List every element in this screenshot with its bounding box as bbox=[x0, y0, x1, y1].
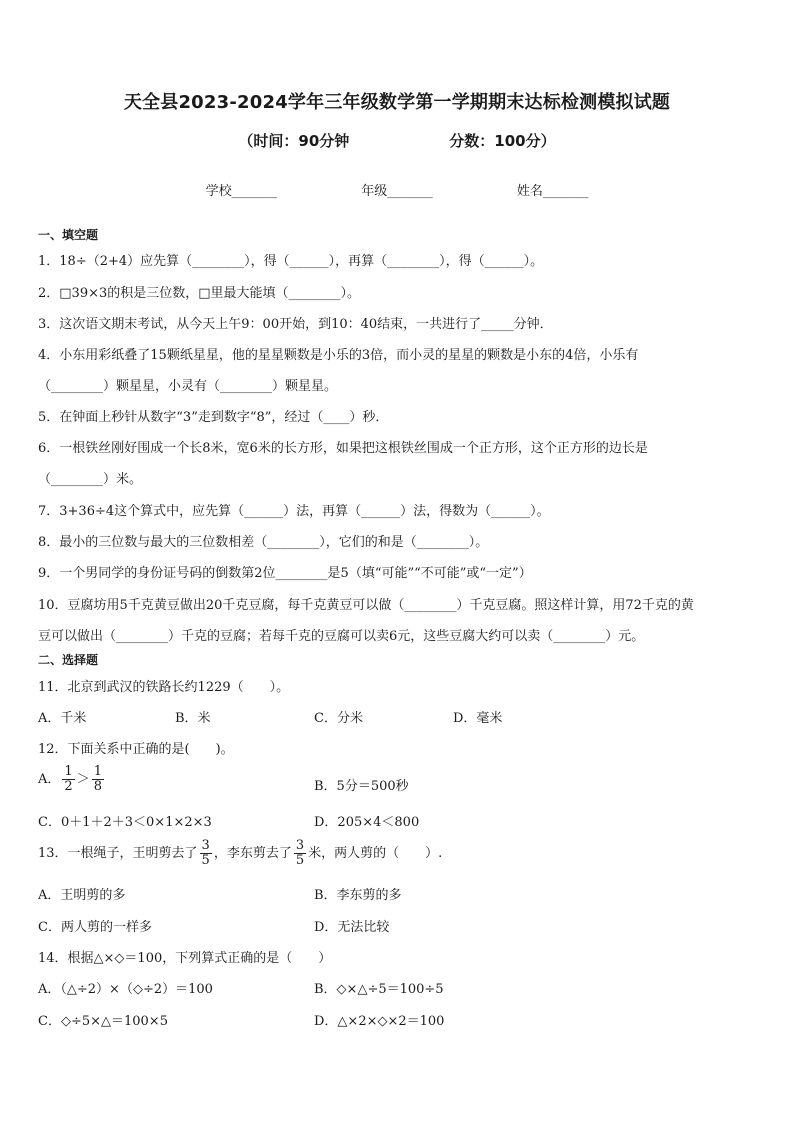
q11-option-a: A．千米 bbox=[38, 711, 87, 726]
question-4-line2: （________）颗星星，小灵有（________）颗星星。 bbox=[38, 379, 338, 394]
q11-option-d: D．毫米 bbox=[453, 711, 503, 726]
question-6-line1: 6．一根铁丝刚好围成一个长8米，宽6米的长方形，如果把这根铁丝围成一个正方形，这个正方形的边长是 bbox=[38, 441, 648, 456]
q14-option-c: C．◇÷5×△＝100×5 bbox=[38, 1014, 168, 1029]
question-6-line2: （________）米。 bbox=[38, 472, 143, 487]
q11-option-c: C．分米 bbox=[314, 711, 363, 726]
section-fill-heading: 一、填空题 bbox=[38, 228, 99, 242]
q14-option-a: A．（△÷2）×（◇÷2）＝100 bbox=[38, 982, 213, 997]
q11-option-b: B．米 bbox=[175, 711, 211, 726]
question-13: 13．一根绳子，王明剪去了 $\frac{3}{5}$ ，李东剪去了 $\frac{3}{5}$ 米，两人剪的（ ）. bbox=[38, 838, 443, 868]
school-field: 学校_______ bbox=[205, 184, 278, 199]
q14-option-d: D．△×2×◇×2＝100 bbox=[314, 1014, 445, 1029]
question-10-line1: 10．豆腐坊用5千克黄豆做出20千克豆腐，每千克黄豆可以做（________）千克豆腐。照这样计算，用72千克的黄 bbox=[38, 598, 694, 613]
q12-option-b: B．5分＝500秒 bbox=[314, 779, 409, 794]
question-1: 1．18÷（2+4）应先算（________），得（______），再算（________），得（______）。 bbox=[38, 254, 544, 269]
question-4-line1: 4．小东用彩纸叠了15颗纸星星，他的星星颗数是小乐的3倍，而小灵的星星的颗数是小东的4倍，小乐有 bbox=[38, 348, 639, 363]
section-choice-heading: 二、选择题 bbox=[38, 653, 99, 667]
fraction-three-fifths-b: $\frac{3}{5}$ bbox=[295, 838, 305, 868]
q14-option-b: B．◇×△÷5＝100÷5 bbox=[314, 982, 444, 997]
q12-a-prefix: A． bbox=[38, 772, 61, 787]
q12-option-d: D．205×4＜800 bbox=[314, 815, 420, 830]
exam-time: （时间：90分钟 bbox=[238, 132, 350, 150]
question-8: 8．最小的三位数与最大的三位数相差（________），它们的和是（________）。 bbox=[38, 535, 489, 550]
fraction-half: $\frac{1}{2}$ bbox=[64, 764, 73, 794]
question-12: 12．下面关系中正确的是( )。 bbox=[38, 742, 234, 757]
q13-option-b: B．李东剪的多 bbox=[314, 888, 402, 903]
q12-option-a bbox=[38, 765, 106, 794]
q12-a-operator: ＞ bbox=[76, 772, 90, 787]
student-info bbox=[0, 180, 794, 199]
exam-subtitle bbox=[0, 130, 794, 151]
question-7: 7．3+36÷4这个算式中，应先算（______）法，再算（______）法，得数为（______）。 bbox=[38, 504, 550, 519]
q13-option-d: D．无法比较 bbox=[314, 920, 390, 935]
grade-field: 年级_______ bbox=[361, 184, 433, 199]
fraction-eighth: $\frac{1}{8}$ bbox=[93, 764, 102, 794]
question-14: 14．根据△×◇＝100，下列算式正确的是（ ） bbox=[38, 951, 332, 966]
question-5: 5．在钟面上秒针从数字“3”走到数字“8”，经过（____）秒． bbox=[38, 410, 389, 425]
question-10-line2: 豆可以做出（________）千克的豆腐；若每千克的豆腐可以卖6元，这些豆腐大约可以卖（________）元。 bbox=[38, 629, 645, 644]
q12-option-c: C．0＋1＋2＋3＜0×1×2×3 bbox=[38, 815, 212, 830]
exam-title: 天全县2023-2024学年三年级数学第一学期期末达标检测模拟试题 bbox=[123, 92, 671, 113]
question-11: 11．北京到武汉的铁路长约1229（ ）。 bbox=[38, 680, 290, 695]
q13-option-a: A．王明剪的多 bbox=[38, 888, 126, 903]
name-field: 姓名_______ bbox=[516, 184, 589, 199]
fraction-three-fifths-a: $\frac{3}{5}$ bbox=[201, 838, 210, 868]
exam-score: 分数：100分） bbox=[449, 132, 556, 150]
q13-option-c: C．两人剪的一样多 bbox=[38, 920, 152, 935]
question-2: 2．□39×3的积是三位数，□里最大能填（________）。 bbox=[38, 286, 361, 301]
question-3: 3．这次语文期末考试，从今天上午9：00开始，到10：40结束，一共进行了_____分钟． bbox=[38, 317, 553, 332]
question-9: 9．一个男同学的身份证号码的倒数第2位________是5（填“可能”“不可能”或“一定”） bbox=[38, 566, 532, 581]
